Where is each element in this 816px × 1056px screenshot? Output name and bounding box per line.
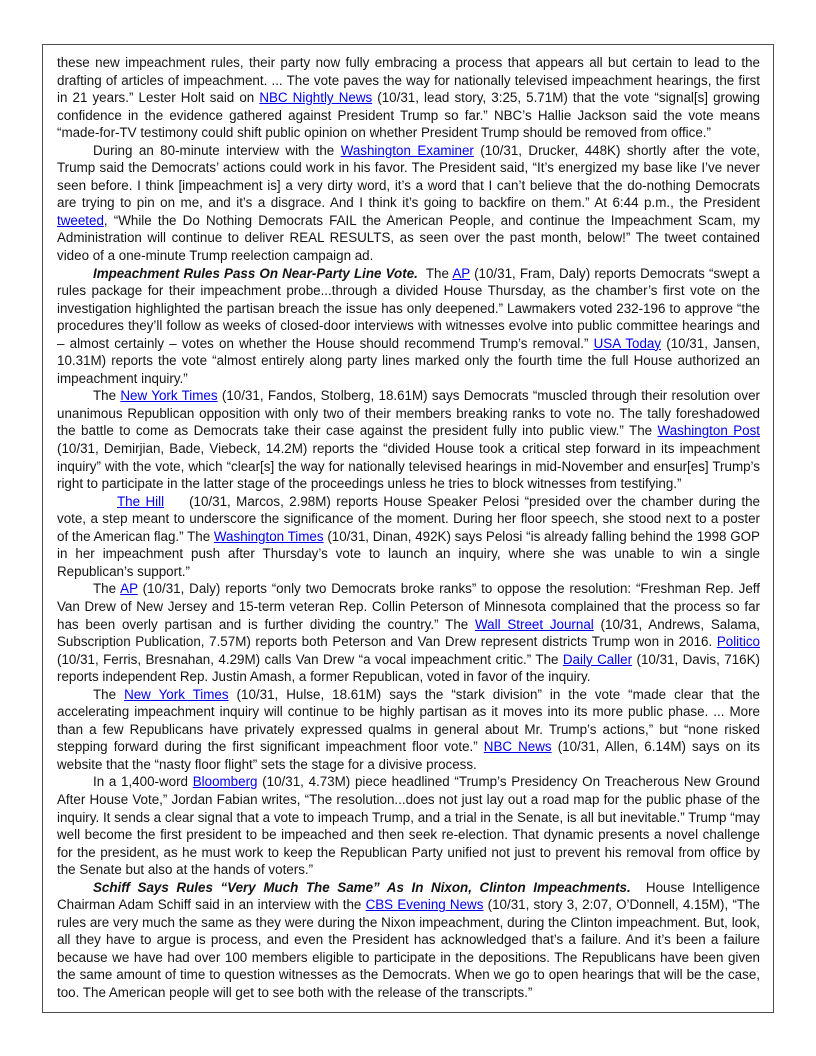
text-run: (10/31, Ferris, Bresnahan, 4.29M) calls Van Drew “a vocal impeachment critic.” The [57,651,563,667]
link-washington-times[interactable]: Washington Times [213,528,324,544]
text-run: (10/31, Fandos, Stolberg, 18.61M) says Democrats “muscled through their resolution over unanimous Republican opposition with only two of their members breaking ranks to vote no. The tally foreshadowed the battle to come as Democrats take their case against the president fully into public view.” The [57,388,760,439]
text-run: (10/31, Drucker, 448K) shortly after the vote, Trump said the Democrats’ actions could work in his favor. The President said, “It’s energized my base like I’ve never seen before. I think [impeachment is] a very dirty word, it’s a word that I can’t believe that the do-nothing Democrats are trying to pin on me, and it’s a disgrace. And I think it’s going to backfire on them.” At 6:44 p.m., the President [57,142,760,211]
text-run: (10/31, Marcos, 2.98M) reports House Speaker Pelosi “presided over the chamber during the vote, a step meant to underscore the significance of the moment. During her floor speech, she stood next to a poster of the American flag.” The [57,493,760,544]
link-daily-caller[interactable]: Daily Caller [562,651,633,667]
para-pelosi-presided [57,493,760,581]
para-democrat-defectors [57,580,760,685]
para-bloomberg-analysis [57,773,760,878]
link-usa-today[interactable]: USA Today [593,335,662,351]
text-run: The [417,265,453,281]
text-run: The [93,581,121,597]
text-run: (10/31, Hulse, 18.61M) says the “stark division” in the vote “made clear that the accelerating impeachment inquiry will continue to be highly partisan as it moves into its more public phase. ... More than a few Republicans have privately expressed qualms in general about Mr. Trump’s actions,” but “none risked stepping forward during the first significant impeachment floor vote.” [57,686,760,755]
para-trump-examiner-interview [57,142,760,265]
text-run: (10/31, 4.73M) piece headlined “Trump’s Presidency On Treacherous New Ground After House Vote,” Jordan Fabian writes, “The resolution...does not just lay out a road map for the public phase of the inquiry. It sends a clear signal that a vote to impeach Trump, and a trial in the Senate, is all but inevitable.” Trump “may well become the first president to be impeached and then seek re-election. That dynamic presents a novel challenge for the president, as he must work to keep the Republican Party unified not just to prevent his removal from office by the Senate but also at the hands of voters.” [57,774,760,878]
text-run: (10/31, lead story, 3:25, 5.71M) that the vote “signal[s] growing confidence in the evidence gathered against President Trump so far.” NBC’s Hallie Jackson said the vote means “made-for-TV testimony could shift public opinion on whether President Trump should be removed from office.” [57,90,760,141]
text-run: (10/31, Jansen, 10.31M) reports the vote “almost entirely along party lines marked only the fourth time the full House authorized an impeachment inquiry.” [57,335,760,386]
text-run: House Intelligence Chairman Adam Schiff said in an interview with the [57,879,760,913]
document-body [57,54,760,1002]
text-run: During an 80-minute interview with the [93,142,341,158]
link-washington-examiner[interactable]: Washington Examiner [340,142,474,158]
paragraph-lead-heading: Schiff Says Rules “Very Much The Same” As In Nixon, Clinton Impeachments. [93,879,631,895]
link-tweeted[interactable]: tweeted [57,212,104,228]
text-run: The [93,388,121,404]
text-run: In a 1,400-word [93,774,193,790]
link-cbs-evening-news[interactable]: CBS Evening News [365,897,484,913]
link-new-york-times-1[interactable]: New York Times [120,388,218,404]
link-new-york-times-2[interactable]: New York Times [124,686,229,702]
text-run: (10/31, Demirjian, Bade, Viebeck, 14.2M) reports the “divided House took a critical step forward in its impeachment inquiry” with the vote, which “clear[s] the way for nationally televised hearings in mid-November and ensur[es] Trump’s right to participate in the latter stage of the proceedings unless he tries to block witnesses from testifying.” [57,441,760,492]
para-continuation-vote-paves-way [57,54,760,142]
text-run: these new impeachment rules, their party now fully embracing a process that appears all but certain to lead to the drafting of articles of impeachment. ... The vote paves the way for nationally televised impeachment hearings, the first in 21 years.” Lester Holt said on [57,55,760,106]
para-stark-division [57,686,760,774]
link-washington-post[interactable]: Washington Post [657,423,760,439]
text-run: , “While the Do Nothing Democrats FAIL the American People, and continue the Impeachment Scam, my Administration will continue to deliver REAL RESULTS, as seen over the past month, below!” The tweet contained video of a one-minute Trump reelection campaign ad. [57,212,760,264]
text-run: (10/31, Dinan, 492K) says Pelosi “is already falling behind the 1998 GOP in her impeachment push after Thursday’s vote to launch an inquiry, where she was unable to win a single Republican’s support.” [57,528,760,579]
text-run: (10/31, Fram, Daly) reports Democrats “swept a rules package for their impeachment probe...through a divided House Thursday, as the chamber’s first vote on the investigation highlighted the partisan breach the issue has only deepened.” Lawmakers voted 232-196 to approve “the procedures they’ll follow as weeks of closed-door interviews with witnesses evolve into public committee hearings and – almost certainly – votes on whether the House should recommend Trump’s removal.” [57,265,760,351]
paragraph-lead-heading: Impeachment Rules Pass On Near-Party Line Vote. [93,265,418,281]
link-wall-street-journal[interactable]: Wall Street Journal [475,616,594,632]
text-run: (10/31, Daly) reports “only two Democrats broke ranks” to oppose the resolution: “Freshman Rep. Jeff Van Drew of New Jersey and 15-term veteran Rep. Collin Peterson of Minnesota complained that the process so far has been overly partisan and is further dividing the country.” The [57,581,760,632]
para-schiff-rules-same [57,879,760,1002]
link-ap-1[interactable]: AP [452,265,470,281]
para-impeachment-rules-pass [57,265,760,388]
link-ap-2[interactable]: AP [120,581,138,597]
text-run: (10/31, Davis, 716K) reports independent Rep. Justin Amash, a former Republican, voted in favor of the inquiry. [57,651,760,685]
link-politico[interactable]: Politico [716,634,760,650]
para-nyt-wapo-reaction [57,387,760,492]
spacer [164,505,189,506]
link-nbc-nightly-news[interactable]: NBC Nightly News [259,90,373,106]
link-the-hill[interactable]: The Hill [117,493,165,509]
text-run: (10/31, story 3, 2:07, O’Donnell, 4.15M), “The rules are very much the same as they were during the Nixon impeachment, during the Clinton impeachment. But, look, all they have to argue is process, and even the President has acknowledged that’s a failure. And it’s been a failure because we have had over 100 members eligible to participate in the depositions. The Republicans have been given the same amount of time to question witnesses as the Democrats. When we go to open hearings that will be the case, too. The American people will get to see both with the release of the transcripts.” [57,897,760,1000]
text-run: The [93,686,125,702]
link-bloomberg[interactable]: Bloomberg [192,774,258,790]
spacer [93,505,117,506]
text-run: (10/31, Allen, 6.14M) says on its website that the “nasty floor flight” sets the stage for a divisive process. [57,739,760,772]
text-run: (10/31, Andrews, Salama, Subscription Publication, 7.57M) reports both Peterson and Van Drew represent districts Trump won in 2016. [57,616,761,650]
link-nbc-news[interactable]: NBC News [483,739,552,755]
